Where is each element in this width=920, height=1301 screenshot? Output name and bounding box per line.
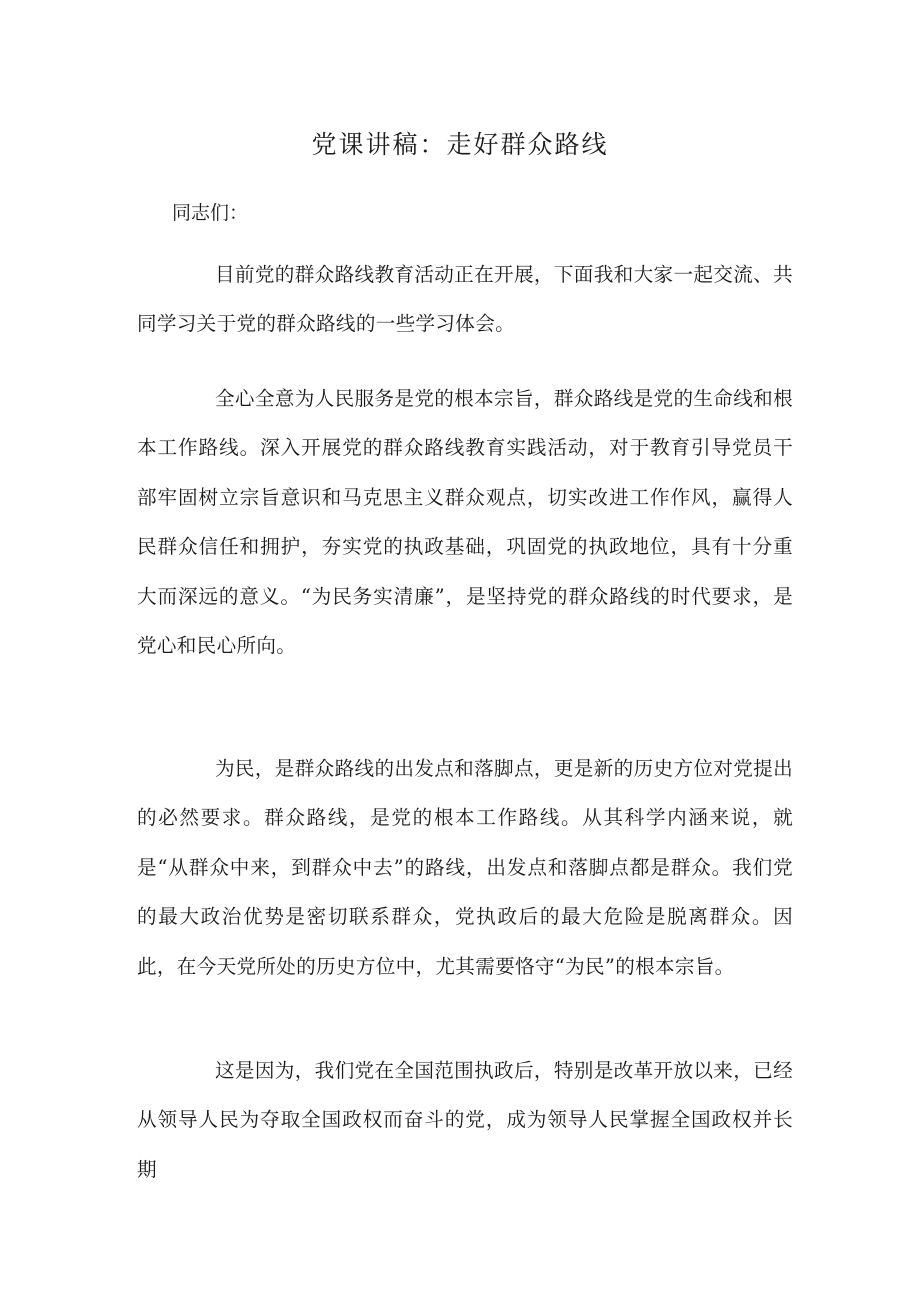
paragraph: 全心全意为人民服务是党的根本宗旨，群众路线是党的生命线和根本工作路线。深入开展党的群众路线教育实践活动，对于教育引导党员干部牢固树立宗旨意识和马克思主义群众观点，切实改进工作作风，赢得人民群众信任和拥护，夯实党的执政基础，巩固党的执政地位，具有十分重大而深远的意义。“为民务实清廉”，是坚持党的群众路线的时代要求，是党心和民心所向。 [137, 387, 793, 658]
paragraph: 为民，是群众路线的出发点和落脚点，更是新的历史方位对党提出的必然要求。群众路线，是党的根本工作路线。从其科学内涵来说，就是“从群众中来，到群众中去”的路线，出发点和落脚点都是群众。我们党的最大政治优势是密切联系群众，党执政后的最大危险是脱离群众。因此，在今天党所处的历史方位中，尤其需要恪守“为民”的根本宗旨。 [137, 757, 793, 978]
greeting: 同志们： [172, 202, 249, 224]
paragraph: 这是因为，我们党在全国范围执政后，特别是改革开放以来，已经从领导人民为夺取全国政权而奋斗的党，成为领导人民掌握全国政权并长期 [137, 1059, 793, 1181]
paragraph: 目前党的群众路线教育活动正在开展，下面我和大家一起交流、共同学习关于党的群众路线的一些学习体会。 [137, 263, 793, 336]
document-title: 党课讲稿：走好群众路线 [311, 130, 609, 159]
